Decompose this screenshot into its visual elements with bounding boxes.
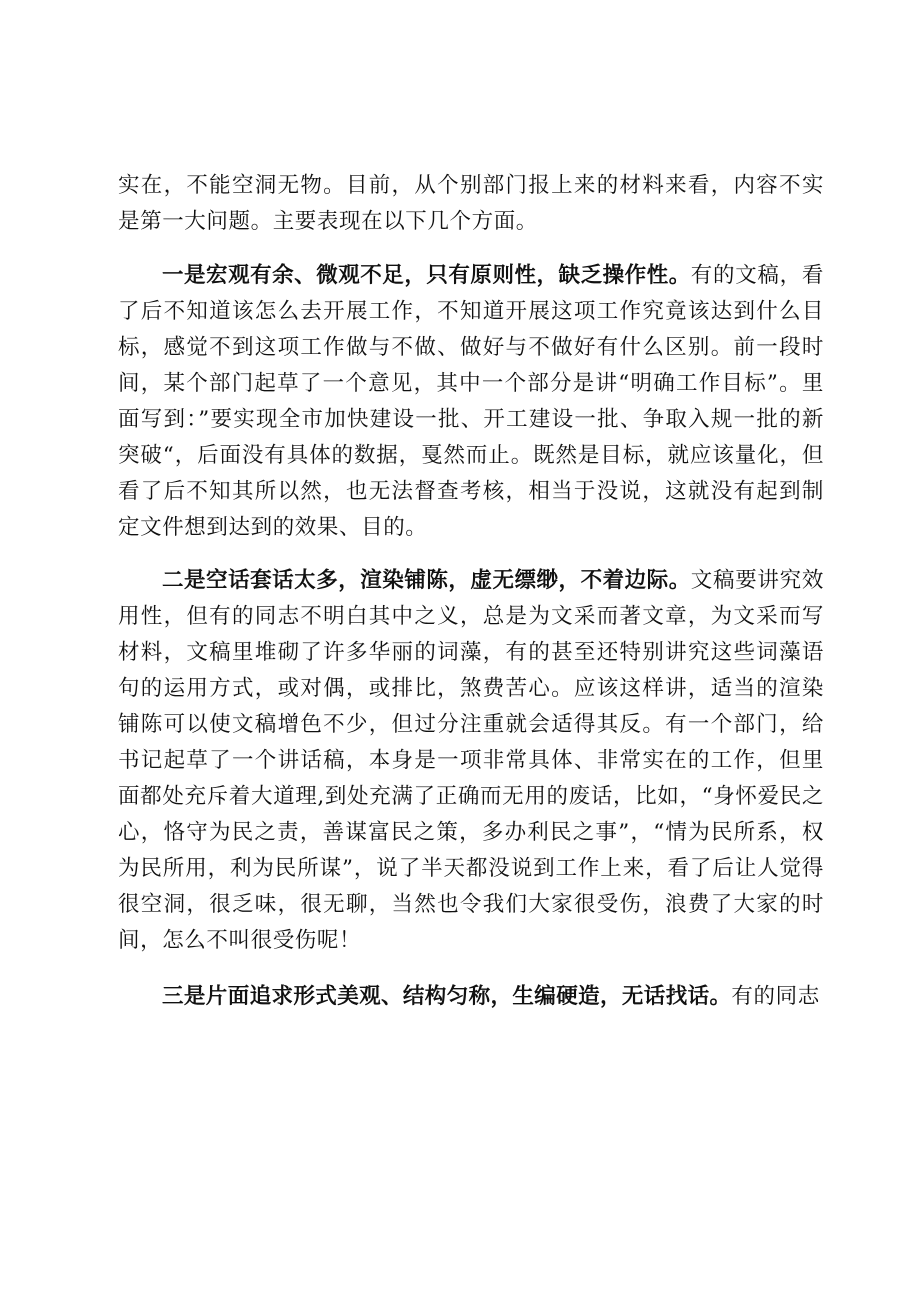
paragraph-intro-text: 实在，不能空洞无物。目前，从个别部门报上来的材料来看，内容不实是第一大问题。主要表现在以下几个方面。 <box>118 173 824 234</box>
paragraph-point-two-heading: 二是空话套话太多，渲染铺陈，虚无缥缈，不着边际。 <box>162 568 691 593</box>
paragraph-point-three-text: 有的同志 <box>731 984 820 1009</box>
paragraph-point-one-heading: 一是宏观有余、微观不足，只有原则性，缺乏操作性。 <box>162 263 691 288</box>
paragraph-point-three <box>118 979 824 1015</box>
paragraph-intro <box>118 168 824 240</box>
paragraph-point-one <box>118 258 824 546</box>
paragraph-point-two-text: 文稿要讲究效用性，但有的同志不明白其中之义，总是为文采而著文章，为文采而写材料，文稿里堆砌了许多华丽的词藻，有的甚至还特别讲究这些词藻语句的运用方式，或对偶，或排比，煞费苦心。应该这样讲，适当的渲染铺陈可以使文稿增色不少，但过分注重就会适得其反。有一个部门，给书记起草了一个讲话稿，本身是一项非常具体、非常实在的工作，但里面都处充斥着大道理,到处充满了正确而无用的废话，比如，“身怀爱民之心，恪守为民之责，善谋富民之策，多办利民之事”，“情为民所系，权为民所用，利为民所谋”，说了半天都没说到工作上来，看了后让人觉得很空洞，很乏味，很无聊，当然也令我们大家很受伤，浪费了大家的时间，怎么不叫很受伤呢！ <box>118 568 824 953</box>
paragraph-point-three-heading: 三是片面追求形式美观、结构匀称，生编硬造，无话找话。 <box>162 984 732 1009</box>
document-body <box>118 168 824 1015</box>
paragraph-point-one-text: 有的文稿，看了后不知道该怎么去开展工作，不知道开展这项工作究竟该达到什么目标，感觉不到这项工作做与不做、做好与不做好有什么区别。前一段时间，某个部门起草了一个意见，其中一个部分是讲“明确工作目标”。里面写到：”要实现全市加快建设一批、开工建设一批、争取入规一批的新突破“，后面没有具体的数据，戛然而止。既然是目标，就应该量化，但看了后不知其所以然，也无法督查考核，相当于没说，这就没有起到制定文件想到达到的效果、目的。 <box>118 263 824 540</box>
paragraph-point-two <box>118 563 824 959</box>
